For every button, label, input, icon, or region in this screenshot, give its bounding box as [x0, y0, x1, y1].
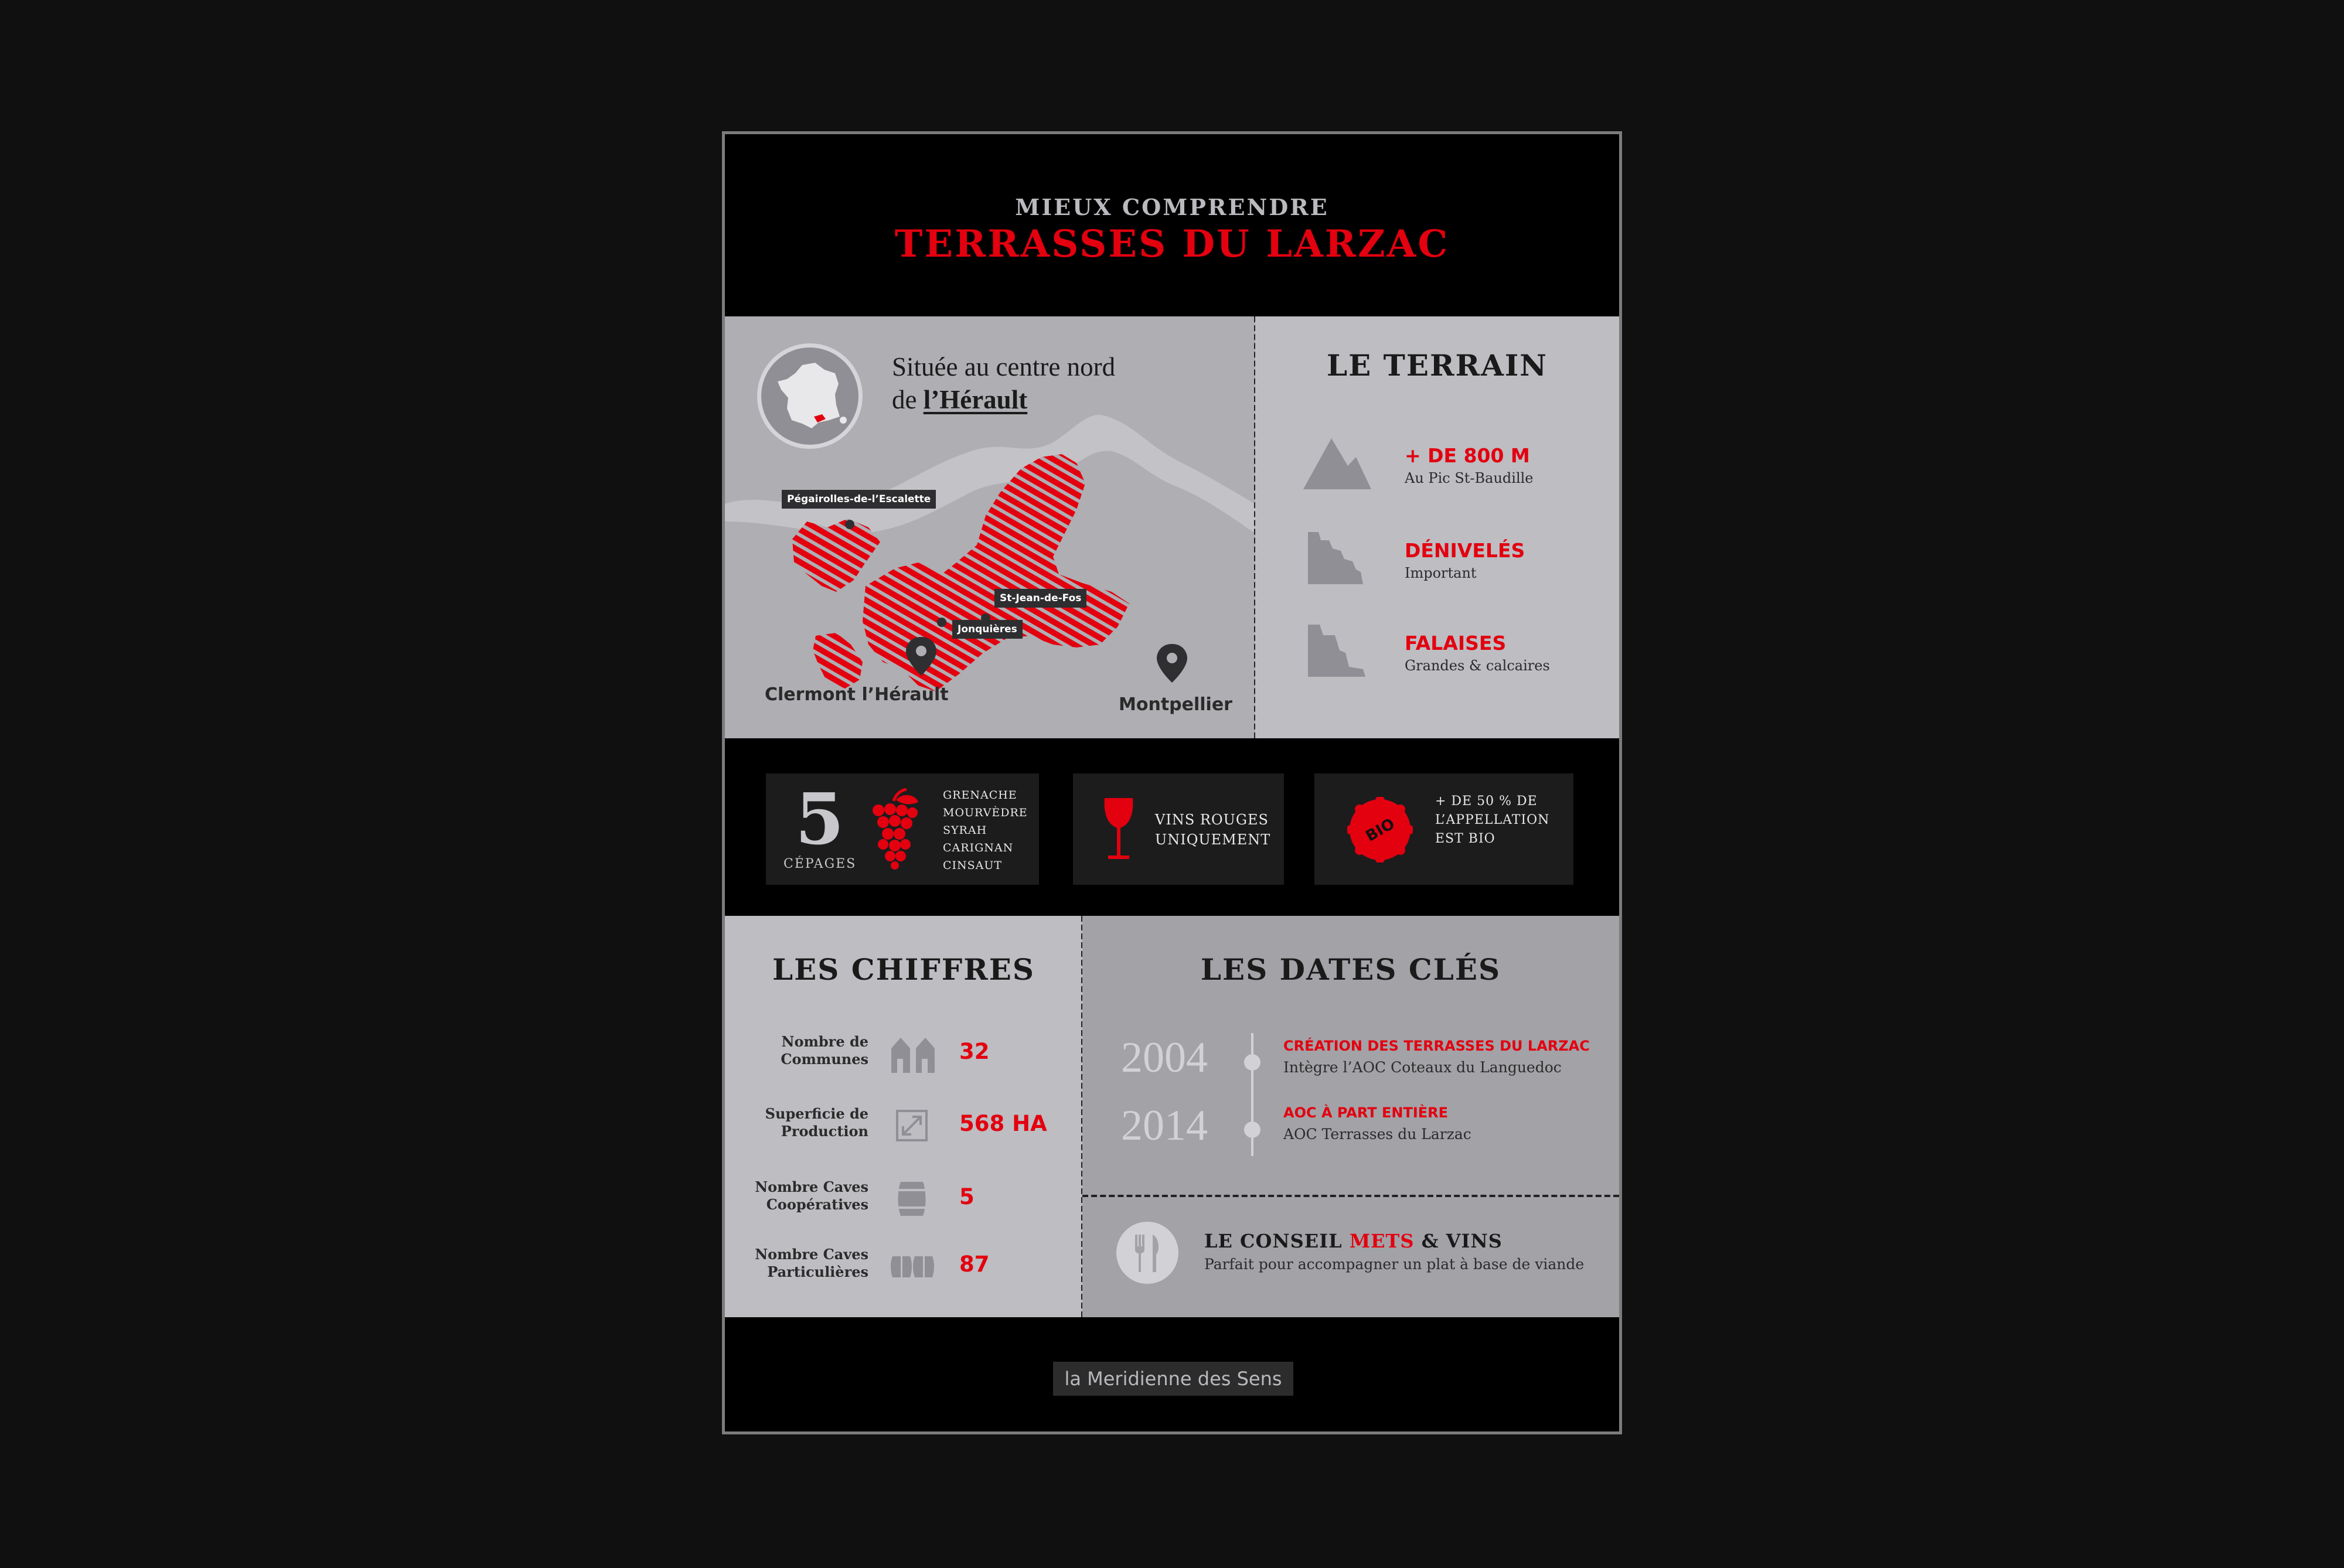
header-kicker: MIEUX COMPRENDRE — [1015, 194, 1329, 220]
location-herault: l’Hérault — [923, 385, 1028, 414]
cepage-item: GRENACHE — [943, 789, 1017, 802]
bio-text — [1435, 792, 1549, 848]
terrain-label-altitude: + DE 800 M — [1405, 444, 1530, 467]
stat-label — [722, 1178, 868, 1214]
infographic-poster — [722, 131, 1622, 1434]
stat-value: 5 — [959, 1184, 975, 1209]
chiffres-panel — [725, 916, 1082, 1317]
stat-label — [722, 1105, 868, 1140]
stat-label-line2: Communes — [781, 1051, 868, 1068]
date-year: 2014 — [1121, 1102, 1208, 1150]
stat-label-line2: Particulières — [767, 1263, 868, 1280]
cepage-item: CINSAUT — [943, 859, 1003, 872]
terrain-item-altitude — [1302, 434, 1607, 498]
wine-line1: VINS ROUGES — [1155, 812, 1269, 828]
date-title: CRÉATION DES TERRASSES DU LARZAC — [1283, 1038, 1590, 1054]
wine-line2: UNIQUEMENT — [1155, 831, 1271, 848]
conseil-title-mets: METS — [1349, 1230, 1415, 1252]
conseil-panel — [1082, 1197, 1619, 1317]
bio-badge-text: BIO — [1362, 814, 1398, 846]
header — [725, 134, 1619, 316]
bio-card — [1314, 773, 1573, 885]
page-title: TERRASSES DU LARZAC — [894, 222, 1450, 266]
stat-superficie — [725, 1099, 1082, 1152]
houses-icon — [889, 1033, 942, 1074]
jonquieres-dot — [937, 618, 946, 627]
dates-title: LES DATES CLÉS — [1200, 952, 1501, 987]
bio-line1: + DE 50 % DE — [1435, 794, 1538, 809]
map-label-jonquieres: Jonquières — [952, 620, 1023, 639]
conseil-title-suffix: & VINS — [1414, 1230, 1503, 1252]
terrasses-region-south — [813, 633, 863, 688]
bio-line3: EST BIO — [1435, 831, 1495, 846]
barrel-icon — [889, 1178, 942, 1219]
chiffres-title: LES CHIFFRES — [772, 952, 1035, 987]
stat-label — [722, 1246, 868, 1281]
france-map-icon — [757, 343, 863, 449]
map-label-pegairolles: Pégairolles-de-l’Escalette — [782, 490, 936, 509]
bio-badge-icon — [1347, 797, 1413, 863]
cepage-item: CARIGNAN — [943, 841, 1014, 854]
city-montpellier: Montpellier — [1119, 694, 1232, 715]
dates-panel — [1082, 916, 1619, 1197]
cutlery-icon — [1115, 1221, 1180, 1285]
map-panel — [725, 316, 1255, 738]
terrain-title: LE TERRAIN — [1327, 348, 1548, 383]
terrain-panel — [1255, 316, 1619, 738]
cepages-count: 5 — [795, 778, 844, 861]
conseil-title-prefix: LE CONSEIL — [1204, 1230, 1350, 1252]
conseil-sub: Parfait pour accompagner un plat à base de viande — [1204, 1256, 1585, 1273]
stat-label-line1: Nombre Caves — [755, 1178, 868, 1195]
stat-value: 568 HA — [959, 1111, 1047, 1136]
wine-card — [1073, 773, 1284, 885]
location-line2-prefix: de — [892, 385, 924, 414]
date-sub: Intègre l’AOC Coteaux du Languedoc — [1283, 1059, 1562, 1076]
location-text — [892, 350, 1115, 416]
stat-label-line1: Nombre de — [781, 1033, 868, 1050]
terrain-label-falaises: FALAISES — [1405, 632, 1507, 655]
footer — [725, 1317, 1619, 1431]
stat-label-line1: Nombre Caves — [755, 1246, 868, 1263]
slope-icon — [1302, 529, 1372, 587]
cepage-item: SYRAH — [943, 824, 987, 837]
terrain-item-falaises — [1302, 621, 1607, 686]
location-line1: Située au centre nord — [892, 352, 1116, 381]
stat-label — [722, 1033, 868, 1068]
stat-caves-coop — [725, 1172, 1082, 1225]
stat-caves-part — [725, 1240, 1082, 1293]
brand-logo: la Meridienne des Sens — [1053, 1362, 1293, 1396]
terrain-label-deniveles: DÉNIVELÉS — [1405, 539, 1525, 562]
stat-value: 87 — [959, 1252, 990, 1277]
montpellier-pin-icon — [1157, 644, 1187, 683]
stat-value: 32 — [959, 1039, 990, 1064]
cliff-icon — [1302, 621, 1372, 680]
timeline-icon — [1241, 1033, 1264, 1156]
cepage-item: MOURVÈDRE — [943, 806, 1028, 819]
stat-label-line2: Coopératives — [766, 1196, 868, 1213]
cepages-list — [943, 786, 1028, 874]
wine-glass-icon — [1101, 796, 1136, 866]
date-year: 2004 — [1121, 1034, 1208, 1082]
stat-label-line2: Production — [781, 1123, 868, 1140]
terrain-sub-altitude: Au Pic St-Baudille — [1405, 470, 1534, 486]
terrain-sub-falaises: Grandes & calcaires — [1405, 657, 1550, 674]
terrasses-region-north — [792, 519, 880, 592]
grape-icon — [866, 788, 924, 870]
pegairolles-dot — [845, 520, 854, 529]
highlights-strip — [725, 738, 1619, 916]
stat-label-line1: Superficie de — [765, 1105, 868, 1122]
stat-communes — [725, 1027, 1082, 1080]
terrain-item-deniveles — [1302, 529, 1607, 593]
cepages-card — [766, 773, 1039, 885]
wine-text — [1155, 810, 1270, 850]
area-icon — [889, 1105, 942, 1146]
terrain-sub-deniveles: Important — [1405, 565, 1477, 581]
barrels-icon — [889, 1246, 942, 1287]
mountain-icon — [1302, 434, 1372, 492]
cepages-label: CÉPAGES — [783, 857, 857, 871]
date-sub: AOC Terrasses du Larzac — [1283, 1126, 1471, 1143]
bio-line2: L’APPELLATION — [1435, 813, 1550, 827]
city-clermont: Clermont l’Hérault — [765, 684, 949, 705]
date-title: AOC À PART ENTIÈRE — [1283, 1105, 1449, 1121]
map-label-st-jean: St-Jean-de-Fos — [994, 589, 1086, 608]
conseil-title — [1204, 1230, 1503, 1252]
